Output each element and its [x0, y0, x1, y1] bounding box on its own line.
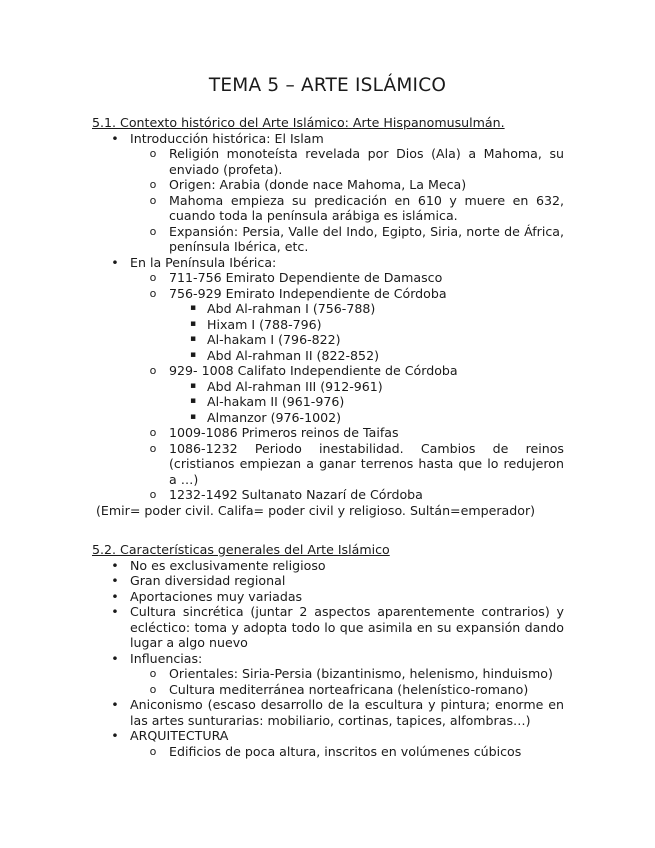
list-item: [92, 301, 564, 317]
circle-bullet-icon: o: [149, 744, 157, 758]
item-text: Expansión: Persia, Valle del Indo, Egipto, Siria, norte de África, península Ibérica, etc.: [169, 223, 564, 254]
list-item: [92, 441, 564, 488]
list-item: [92, 363, 564, 379]
circle-bullet-icon: o: [149, 426, 157, 439]
list-item: [92, 425, 564, 441]
item-text: Aportaciones muy variadas: [130, 588, 303, 604]
item-text: Religión monoteísta revelada por Dios (Ala) a Mahoma, su enviado (profeta).: [169, 146, 564, 177]
item-text: ARQUITECTURA: [130, 728, 229, 743]
item-text: Orientales: Siria-Persia (bizantinismo, helenismo, hinduismo): [169, 666, 553, 681]
bullet-icon: •: [111, 573, 119, 588]
circle-bullet-icon: o: [149, 682, 157, 696]
item-text: Introducción histórica: El Islam: [130, 130, 324, 146]
list-item: [92, 286, 564, 302]
circle-bullet-icon: o: [149, 667, 157, 680]
item-text: Hixam I (788-796): [207, 316, 322, 332]
list-item: [92, 146, 564, 177]
square-bullet-icon: ▪: [189, 334, 197, 344]
item-text: En la Península Ibérica:: [130, 254, 277, 270]
item-text: 756-929 Emirato Independiente de Córdoba: [169, 285, 447, 301]
list-item: [92, 332, 564, 348]
titles-note: (Emir= poder civil. Califa= poder civil y religioso. Sultán=emperador): [96, 502, 536, 518]
item-text: Influencias:: [130, 650, 203, 666]
bullet-icon: •: [111, 728, 119, 743]
item-text: Cultura mediterránea norteafricana (helenístico-romano): [169, 681, 529, 697]
item-text: Origen: Arabia (donde nace Mahoma, La Meca): [169, 177, 467, 192]
list-item: [92, 651, 564, 667]
bullet-icon: •: [111, 650, 119, 666]
item-text: 1232-1492 Sultanato Nazarí de Córdoba: [169, 487, 423, 502]
item-text: Abd Al-rahman II (822-852): [207, 347, 379, 363]
context-list: [92, 131, 564, 503]
characteristics-list: [92, 558, 564, 760]
bullet-icon: •: [111, 130, 119, 146]
bullet-icon: •: [111, 697, 119, 712]
list-item: [92, 558, 564, 574]
circle-bullet-icon: o: [149, 271, 157, 284]
circle-bullet-icon: o: [149, 364, 157, 377]
list-item: [92, 487, 564, 503]
item-text: Cultura sincrética (juntar 2 aspectos aparentemente contrarios) y ecléctico: toma y adopta todo lo que asimila en su expansión dando lugar a algo nuevo: [130, 604, 564, 650]
list-item: [92, 193, 564, 224]
square-bullet-icon: ▪: [189, 396, 197, 406]
circle-bullet-icon: o: [149, 286, 157, 300]
bullet-icon: •: [111, 604, 119, 619]
square-bullet-icon: ▪: [189, 349, 197, 360]
item-text: Mahoma empieza su predicación en 610 y muere en 632, cuando toda la península arábiga es islámica.: [169, 192, 564, 223]
list-item: [92, 666, 564, 682]
circle-bullet-icon: o: [149, 178, 157, 191]
item-text: Gran diversidad regional: [130, 573, 286, 588]
square-bullet-icon: ▪: [189, 303, 197, 313]
list-item: [92, 682, 564, 698]
list-item: [92, 177, 564, 193]
item-text: 1086-1232 Periodo inestabilidad. Cambios de reinos (cristianos empiezan a ganar terrenos hasta que lo redujeron a …): [169, 440, 564, 487]
item-text: Almanzor (976-1002): [207, 409, 342, 425]
item-text: No es exclusivamente religioso: [130, 557, 326, 573]
item-text: Edificios de poca altura, inscritos en volúmenes cúbicos: [169, 743, 522, 759]
section-heading: 5.2. Características generales del Arte Islámico: [92, 542, 390, 557]
list-item: [92, 394, 564, 410]
bullet-icon: •: [111, 557, 119, 573]
circle-bullet-icon: o: [149, 441, 157, 455]
list-item: [92, 348, 564, 364]
list-item: [92, 728, 564, 744]
page-title: TEMA 5 – ARTE ISLÁMICO: [208, 75, 447, 96]
item-text: Al-hakam I (796-822): [207, 332, 341, 347]
list-item: [92, 697, 564, 728]
list-item: [92, 604, 564, 651]
item-text: 1009-1086 Primeros reinos de Taifas: [169, 425, 399, 440]
list-item: [92, 270, 564, 286]
item-text: Abd Al-rahman III (912-961): [207, 378, 383, 394]
item-text: 711-756 Emirato Dependiente de Damasco: [169, 270, 443, 285]
circle-bullet-icon: o: [149, 224, 157, 238]
list-item: [92, 573, 564, 589]
list-item: [92, 255, 564, 271]
list-item: [92, 379, 564, 395]
circle-bullet-icon: o: [149, 147, 157, 160]
section-context: [92, 115, 564, 518]
list-item: [92, 224, 564, 255]
circle-bullet-icon: o: [149, 193, 157, 207]
item-text: Abd Al-rahman I (756-788): [207, 301, 376, 316]
bullet-icon: •: [111, 588, 119, 604]
square-bullet-icon: ▪: [189, 380, 197, 391]
list-item: [92, 131, 564, 147]
list-item: [92, 410, 564, 426]
square-bullet-icon: ▪: [189, 318, 197, 329]
list-item: [92, 744, 564, 760]
list-item: [92, 317, 564, 333]
square-bullet-icon: ▪: [189, 411, 197, 422]
circle-bullet-icon: o: [149, 488, 157, 501]
item-text: Aniconismo (escaso desarrollo de la escultura y pintura; enorme en las artes sunturarias: mobiliario, cortinas, tapices, alfombras…): [130, 697, 564, 728]
item-text: 929- 1008 Califato Independiente de Córdoba: [169, 363, 458, 378]
list-item: [92, 589, 564, 605]
section-heading: 5.1. Contexto histórico del Arte Islámico: Arte Hispanomusulmán.: [92, 115, 505, 130]
bullet-icon: •: [111, 254, 119, 270]
item-text: Al-hakam II (961-976): [207, 394, 345, 409]
section-characteristics: [92, 542, 564, 759]
